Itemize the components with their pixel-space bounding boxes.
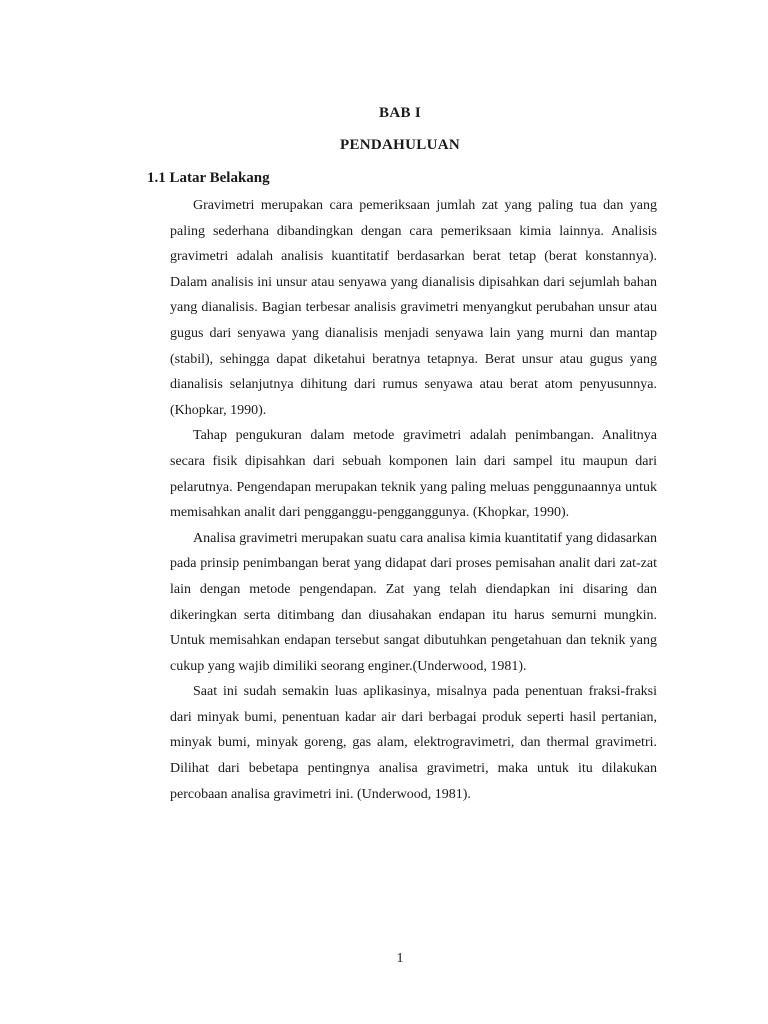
paragraph: Saat ini sudah semakin luas aplikasinya, misalnya pada penentuan fraksi-fraksi dari minyak bumi, penentuan kadar air dari berbagai produk seperti hasil pertanian, minyak bumi, minyak goreng, gas alam, elektrogravimetri, dan thermal gravimetri. Dilihat dari bebetapa pentingnya analisa gravimetri, maka untuk itu dilakukan percobaan analisa gravimetri ini. (Underwood, 1981). — [170, 684, 657, 802]
chapter-number: BAB I — [379, 105, 421, 121]
paragraph: Gravimetri merupakan cara pemeriksaan jumlah zat yang paling tua dan yang paling sederhana dibandingkan dengan cara pemeriksaan kimia lainnya. Analisis gravimetri adalah analisis kuantitatif berdasarkan berat tetap (berat konstannya). Dalam analisis ini unsur atau senyawa yang dianalisis dipisahkan dari sejumlah bahan yang dianalisis. Bagian terbesar analisis gravimetri menyangkut perubahan unsur atau gugus dari senyawa yang dianalisis menjadi senyawa lain yang murni dan mantap (stabil), sehingga dapat diketahui beratnya tetapnya. Berat unsur atau gugus yang dianalisis selanjutnya dihitung dari rumus senyawa atau berat atom penyusunnya. (Khopkar, 1990). — [170, 198, 657, 418]
chapter-title: PENDAHULUAN — [340, 137, 460, 153]
paragraph: Analisa gravimetri merupakan suatu cara analisa kimia kuantitatif yang didasarkan pada prinsip penimbangan berat yang didapat dari proses pemisahan analit dari zat-zat lain dengan metode pengendapan. Zat yang telah diendapkan ini disaring dan dikeringkan serta ditimbang dan diusahakan endapan itu harus semurni mungkin. Untuk memisahkan endapan tersebut sangat dibutuhkan pengetahuan dan teknik yang cukup yang wajib dimiliki seorang enginer.(Underwood, 1981). — [170, 530, 657, 674]
page-number: 1 — [396, 951, 404, 966]
section-heading: 1.1 Latar Belakang — [147, 170, 270, 186]
paragraph: Tahap pengukuran dalam metode gravimetri adalah penimbangan. Analitnya secara fisik dipisahkan dari sebuah komponen lain dari sampel itu maupun dari pelarutnya. Pengendapan merupakan teknik yang paling meluas penggunaannya untuk memisahkan analit dari pengganggu-pengganggunya. (Khopkar, 1990). — [170, 428, 657, 521]
body-text — [170, 193, 657, 807]
